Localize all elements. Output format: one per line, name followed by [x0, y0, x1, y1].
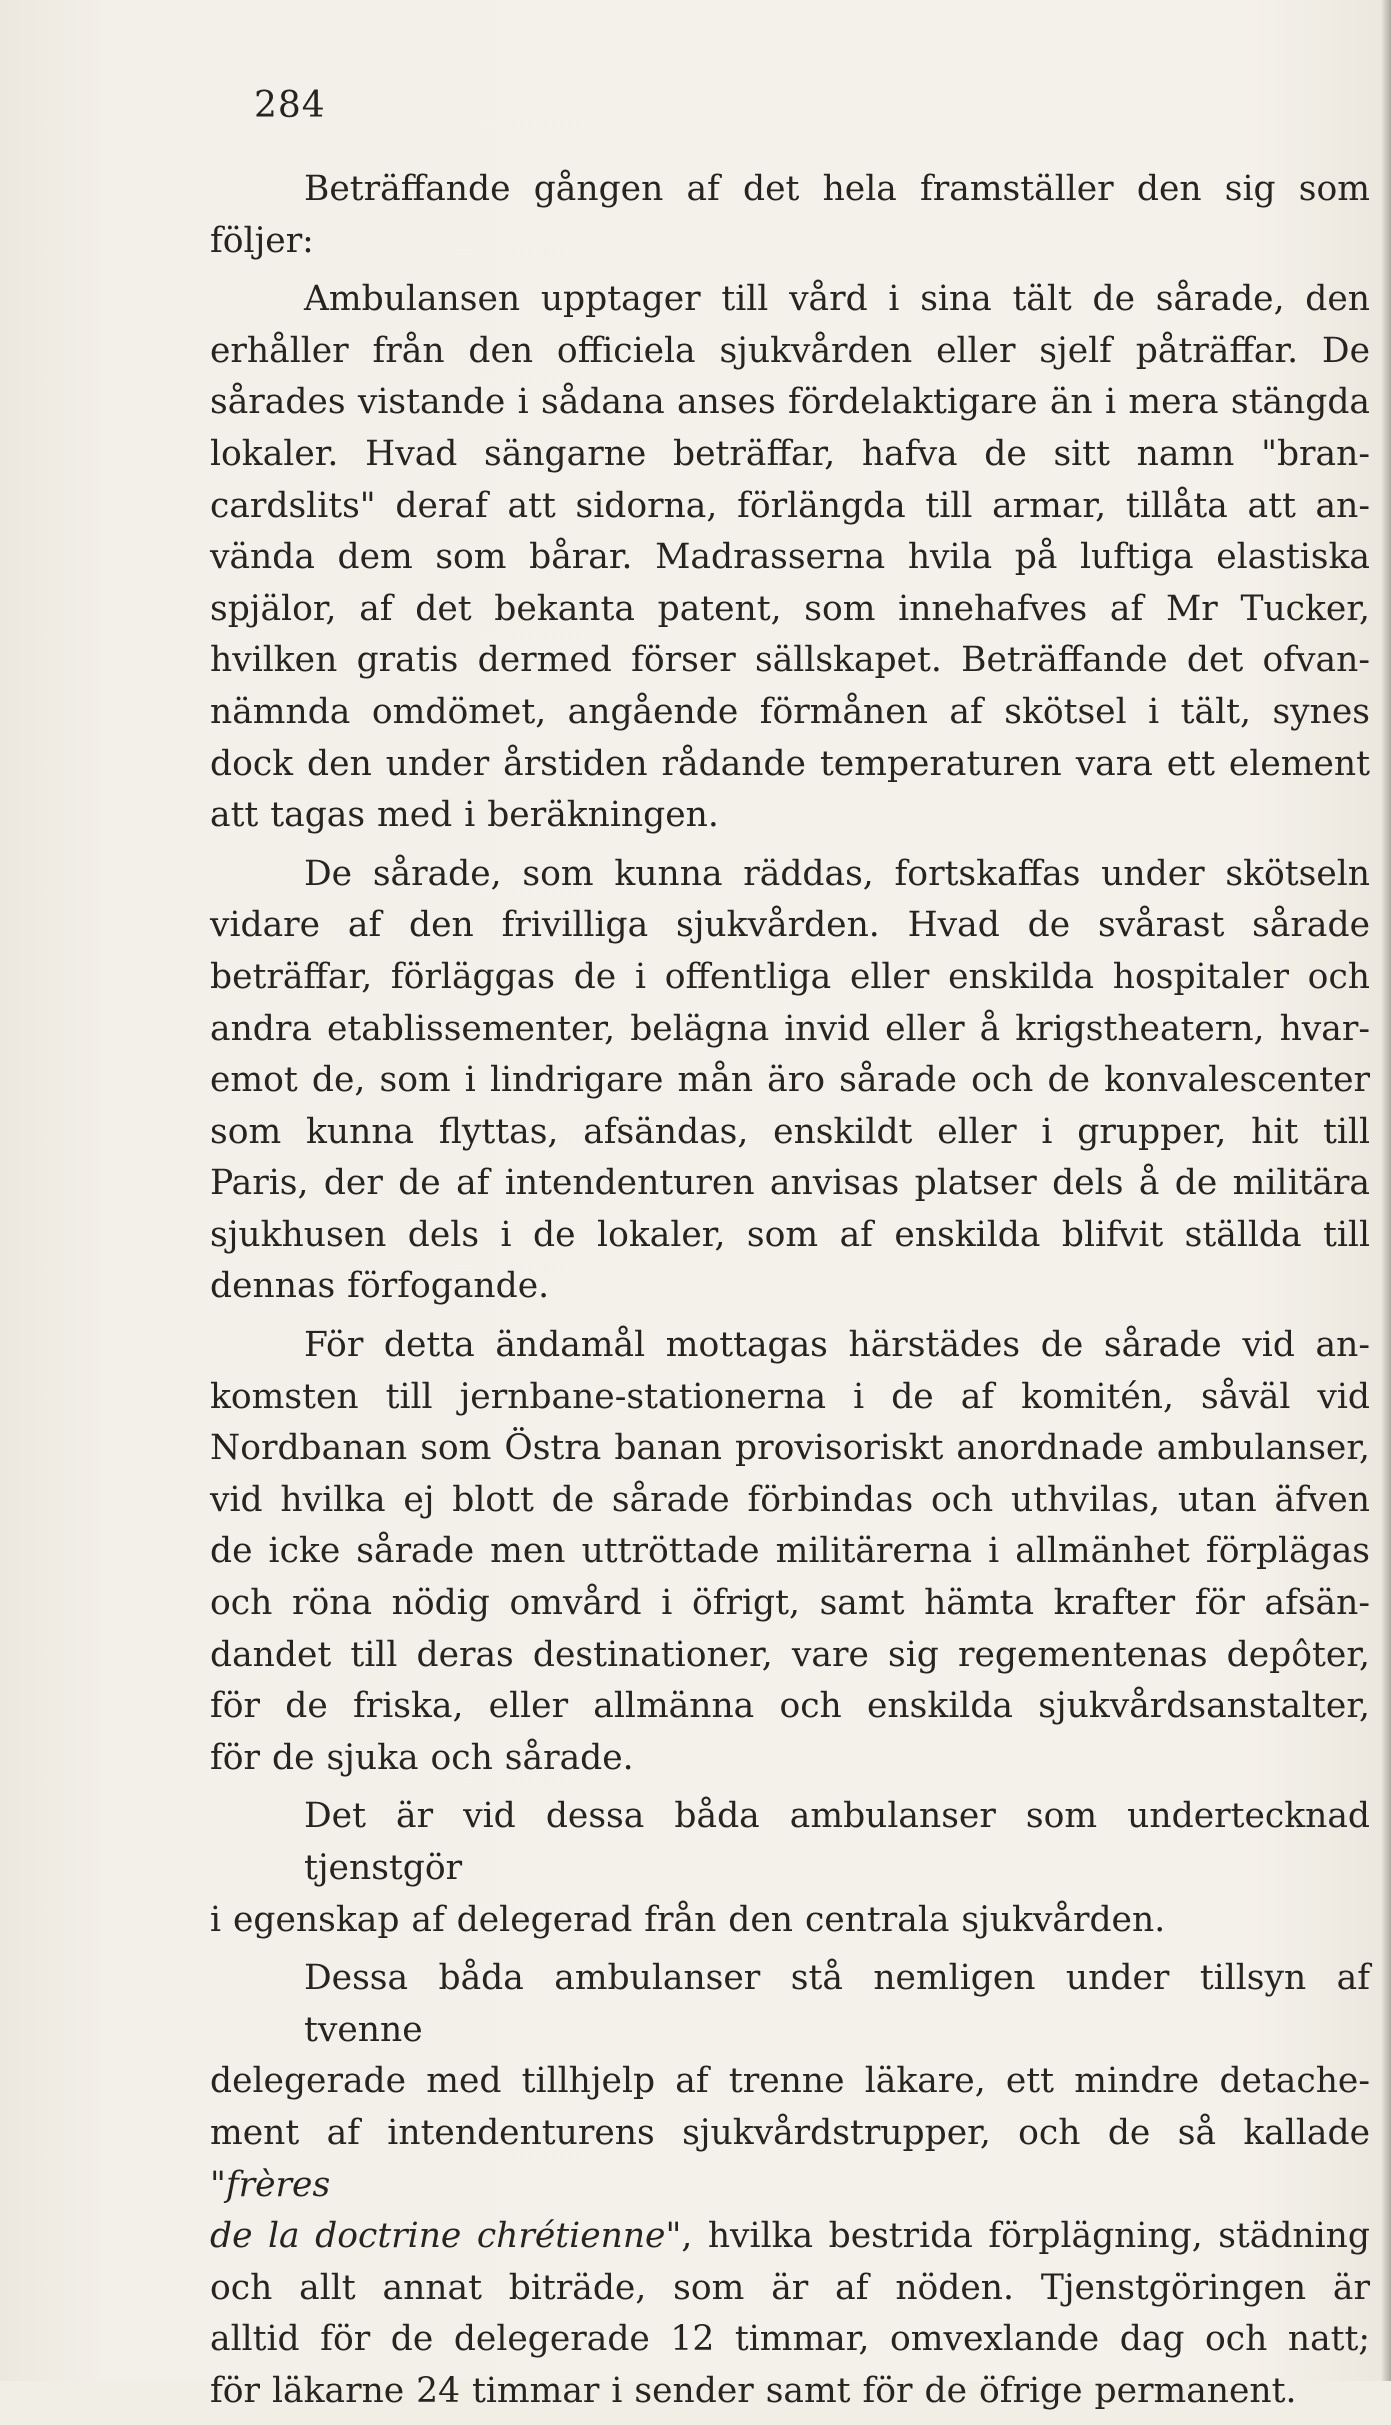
text-line: andra etablissementer, belägna invid eller å krigstheatern, hvar-	[210, 1008, 1370, 1049]
text-line: och allt annat biträde, som är af nöden. Tjenstgöringen är	[210, 2267, 1370, 2308]
text-line: för läkarne 24 timmar i sender samt för de öfrige permanent.	[210, 2370, 1297, 2411]
paragraph-6	[210, 1953, 1370, 2417]
text-line: delegerade med tillhjelp af trenne läkare, ett mindre detache-	[210, 2061, 1370, 2102]
text-line: Dessa båda ambulanser stå nemligen under tillsyn af tvenne	[304, 1958, 1370, 2050]
text-line: som kunna flyttas, afsändas, enskildt eller i grupper, hit till	[210, 1111, 1370, 1152]
page-edge-shadow	[1381, 0, 1391, 2381]
text-line: vidare af den frivilliga sjukvården. Hvad de svårast sårade	[210, 905, 1370, 946]
text-line: alltid för de delegerade 12 timmar, omvexlande dag och natt;	[210, 2319, 1370, 2360]
text-line: att tagas med i beräkningen.	[210, 795, 719, 836]
text-line: för de sjuka och sårade.	[210, 1737, 634, 1778]
page-number: 284	[254, 85, 326, 126]
text-line: erhåller från den officiela sjukvården eller sjelf påträffar. De	[210, 330, 1370, 371]
text-line: lokaler. Hvad sängarne beträffar, hafva de sitt namn "bran-	[210, 433, 1370, 474]
text-line: dennas förfogande.	[210, 1266, 550, 1307]
paragraph-5	[210, 1791, 1370, 1946]
text-line: De sårade, som kunna räddas, fortskaffas under skötseln	[304, 853, 1370, 894]
text-line: spjälor, af det bekanta patent, som innehafves af Mr Tucker,	[210, 588, 1370, 629]
text-line: de icke sårade men uttröttade militärerna i allmänhet förplägas	[210, 1531, 1370, 1572]
text-line: sårades vistande i sådana anses fördelaktigare än i mera stängda	[210, 382, 1370, 423]
text-line-with-italic	[210, 2108, 1370, 2211]
text-line: Det är vid dessa båda ambulanser som undertecknad tjenstgör	[304, 1796, 1370, 1888]
body-text	[210, 164, 1370, 2425]
text-line: och röna nödig omvård i öfrigt, samt hämta krafter för afsän-	[210, 1583, 1370, 1624]
text-line: komsten till jernbane-stationerna i de af komitén, såväl vid	[210, 1376, 1370, 1417]
paragraph-4	[210, 1320, 1370, 1784]
italic-phrase: frères	[225, 2164, 331, 2205]
text-line: emot de, som i lindrigare mån äro sårade och de konvalescenter	[210, 1060, 1370, 1101]
text-line: i egenskap af delegerad från den centrala sjukvården.	[210, 1899, 1166, 1940]
italic-phrase: de la doctrine chrétienne	[210, 2216, 666, 2257]
text-segment: ment af intendenturens sjukvårdstrupper, och de så kallade "	[210, 2112, 1370, 2205]
text-line: Nordbanan som Östra banan provisoriskt anordnade ambulanser,	[210, 1428, 1370, 1469]
text-line: Ambulansen upptager till vård i sina tält de sårade, den	[304, 279, 1370, 320]
text-line: sjukhusen dels i de lokaler, som af enskilda blifvit ställda till	[210, 1214, 1370, 1255]
text-line: beträffar, förläggas de i offentliga eller enskilda hospitaler och	[210, 956, 1370, 997]
paragraph-1	[210, 164, 1370, 267]
text-line: hvilken gratis dermed förser sällskapet. Beträffande det ofvan-	[210, 640, 1370, 681]
text-line: För detta ändamål mottagas härstädes de sårade vid an-	[304, 1325, 1370, 1366]
paragraph-3	[210, 849, 1370, 1313]
text-line-with-italic	[210, 2211, 1370, 2263]
text-line: följer:	[210, 220, 314, 261]
text-line: vända dem som bårar. Madrasserna hvila på luftiga elastiska	[210, 537, 1370, 578]
text-line: dandet till deras destinationer, vare sig regementenas depôter,	[210, 1634, 1370, 1675]
text-segment: ", hvilka bestrida förplägning, städning	[665, 2216, 1370, 2257]
text-line: nämnda omdömet, angående förmånen af skötsel i tält, synes	[210, 691, 1370, 732]
text-line: cardslits" deraf att sidorna, förlängda till armar, tillåta att an-	[210, 485, 1370, 526]
text-line: för de friska, eller allmänna och enskilda sjukvårdsanstalter,	[210, 1686, 1370, 1727]
text-line: Paris, der de af intendenturen anvisas platser dels å de militära	[210, 1163, 1370, 1204]
text-line: dock den under årstiden rådande temperaturen vara ett element	[210, 743, 1370, 784]
paragraph-2	[210, 274, 1370, 842]
text-line: vid hvilka ej blott de sårade förbindas och uthvilas, utan äfven	[210, 1479, 1370, 1520]
text-line: Beträffande gången af det hela framställer den sig som	[304, 169, 1370, 209]
